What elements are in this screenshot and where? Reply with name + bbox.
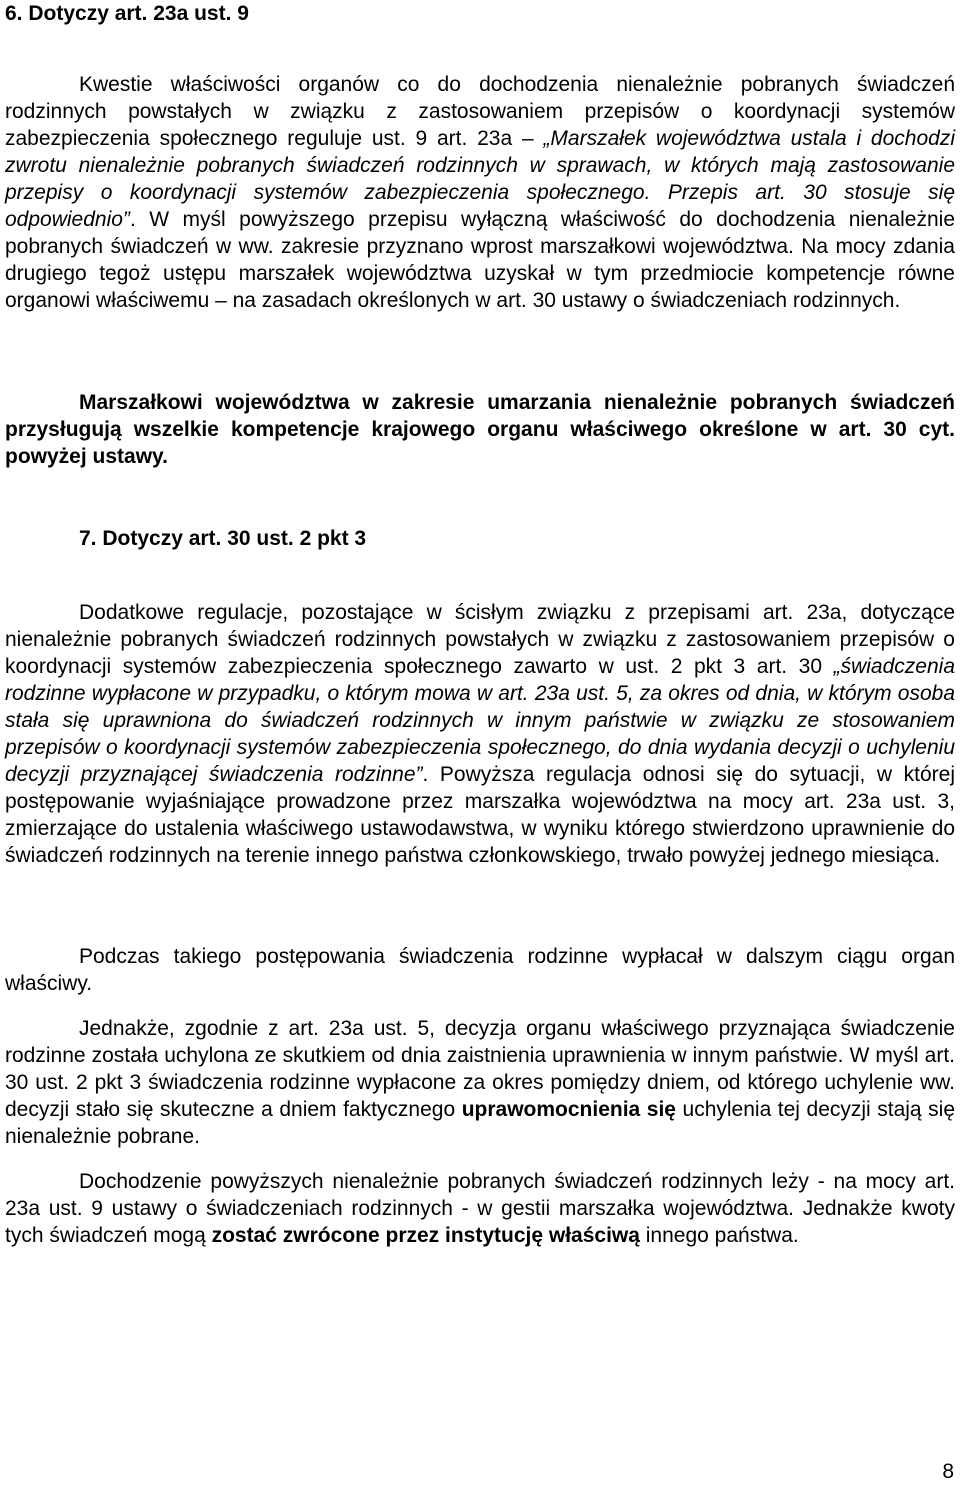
quoted-provision: „świadczenia rodzinne wypłacone w przypadku, o którym mowa w art. 23a ust. 5, za okres od dnia, w którym osoba stała się uprawniona do świadczeń rodzinnych w innym państwie w związku ze stosowaniem przepisów o koordynacji systemów zabezpieczenia społecznego, do dnia wydania decyzji o uchyleniu decyzji przyznającej świadczenia rodzinne” — [5, 655, 955, 786]
paragraph-text: Dodatkowe regulacje, pozostające w ścisłym związku z przepisami art. 23a, dotyczące nienależnie pobranych świadczeń rodzinnych powstałych w związku z zastosowaniem przepisów o koordynacji systemów zabezpieczenia społecznego zawarto w ust. 2 pkt 3 art. 30 — [5, 601, 955, 678]
section-7-paragraph-2 — [5, 943, 955, 997]
paragraph-text: Kwestie właściwości organów co do dochodzenia nienależnie pobranych świadczeń rodzinnych powstałych w związku z zastosowaniem przepisów o koordynacji systemów zabezpieczenia społecznego reguluje ust. 9 art. 23a – — [5, 73, 955, 150]
section-7-paragraph-3 — [5, 1015, 955, 1150]
section-6-paragraph-2 — [5, 389, 955, 470]
section-7-paragraph-4 — [5, 1168, 955, 1249]
bold-phrase: uprawomocnienia się — [461, 1098, 676, 1121]
paragraph-text: . W myśl powyższego przepisu wyłączną właściwość do dochodzenia nienależnie pobranych świadczeń w ww. zakresie przyznano wprost marszałkowi województwa. Na mocy zdania drugiego tegoż ustępu marszałek województwa uzyskał w tym przedmiocie kompetencje równe organowi właściwemu – na zasadach określonych w art. 30 ustawy o świadczeniach rodzinnych. — [5, 208, 955, 312]
section-7-paragraph-1 — [5, 599, 955, 869]
quoted-provision: „Marszałek województwa ustala i dochodzi zwrotu nienależnie pobranych świadczeń rodzinnych w sprawach, w których mają zastosowanie przepisy o koordynacji systemów zabezpieczenia społecznego. Przepis art. 30 stosuje się odpowiednio” — [5, 127, 955, 231]
paragraph-text: . Powyższa regulacja odnosi się do sytuacji, w której postępowanie wyjaśniające prowadzone przez marszałka województwa na mocy art. 23a ust. 3, zmierzające do ustalenia właściwego ustawodawstwa, w wyniku którego stwierdzono uprawnienie do świadczeń rodzinnych na terenie innego państwa członkowskiego, trwało powyżej jednego miesiąca. — [5, 763, 955, 867]
bold-paragraph: Marszałkowi województwa w zakresie umarzania nienależnie pobranych świadczeń przysługują wszelkie kompetencje krajowego organu właściwego określone w art. 30 cyt. powyżej ustawy. — [5, 391, 955, 468]
paragraph-text: uchylenia tej decyzji stają się nienależnie pobrane. — [5, 1098, 956, 1148]
section-6-paragraph-1 — [5, 71, 955, 314]
paragraph-text: Podczas takiego postępowania świadczenia rodzinne wypłacał w dalszym ciągu organ właściwy. — [5, 945, 955, 995]
section-6-heading: 6. Dotyczy art. 23a ust. 9 — [5, 2, 249, 25]
paragraph-text: innego państwa. — [639, 1224, 799, 1247]
section-7-heading: 7. Dotyczy art. 30 ust. 2 pkt 3 — [79, 527, 367, 550]
page-number: 8 — [942, 1460, 954, 1483]
paragraph-text: Jednakże, zgodnie z art. 23a ust. 5, decyzja organu właściwego przyznająca świadczenie rodzinne została uchylona ze skutkiem od dnia zaistnienia uprawnienia w innym państwie. W myśl art. 30 ust. 2 pkt 3 świadczenia rodzinne wypłacone za okres pomiędzy dniem, od którego uchylenie ww. decyzji stało się skuteczne a dniem faktycznego — [5, 1017, 955, 1121]
paragraph-text: Dochodzenie powyższych nienależnie pobranych świadczeń rodzinnych leży - na mocy art. 23a ust. 9 ustawy o świadczeniach rodzinnych - w gestii marszałka województwa. Jednakże kwoty tych świadczeń mogą — [5, 1170, 955, 1247]
bold-phrase: zostać zwrócone przez instytucję właściwą — [211, 1224, 640, 1247]
